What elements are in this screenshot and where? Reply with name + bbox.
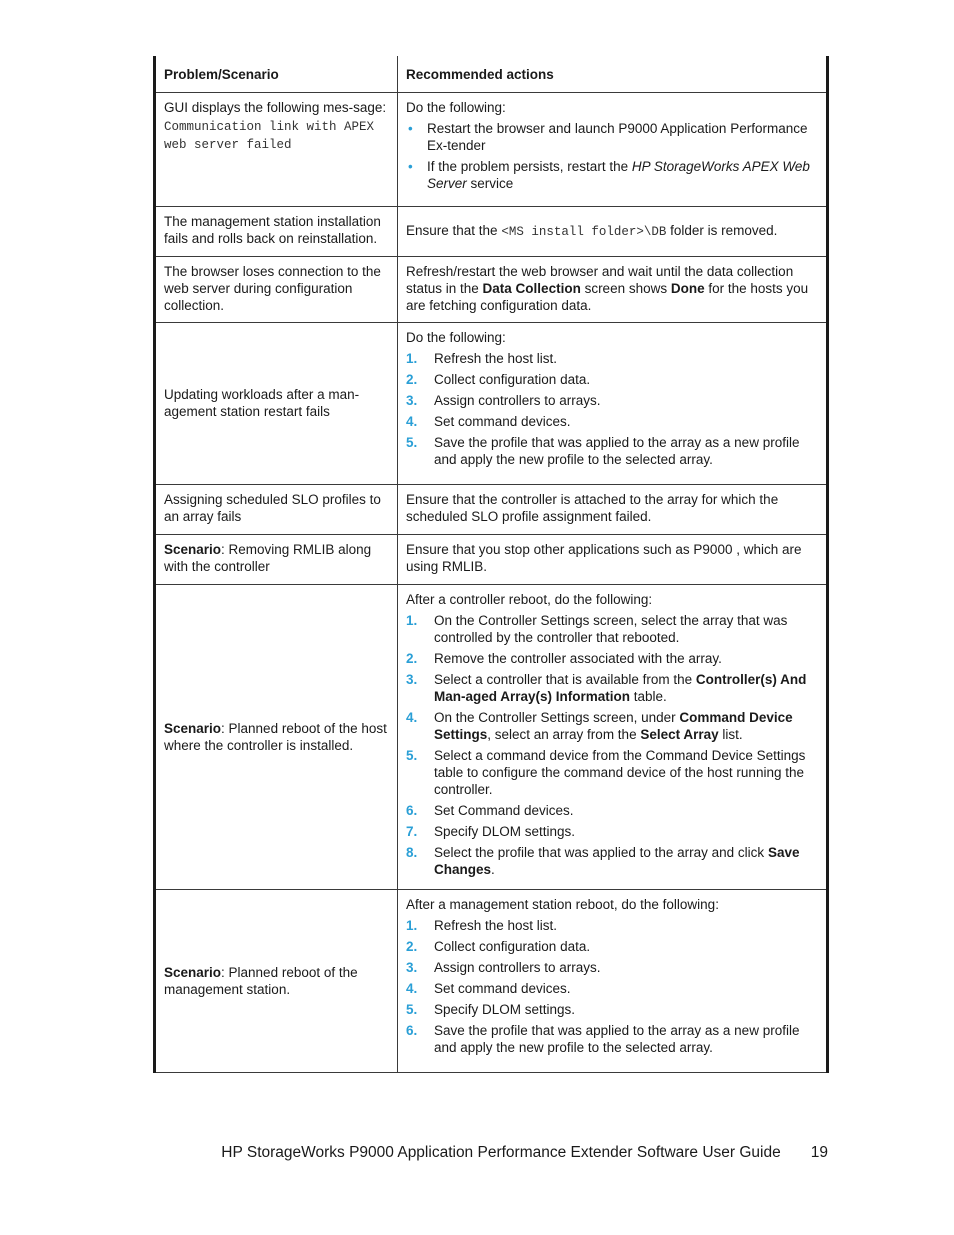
scenario-label: Scenario	[164, 964, 222, 980]
step-item	[406, 747, 819, 798]
step-list	[406, 612, 819, 878]
step-number: 4.	[406, 710, 418, 725]
step-item	[406, 980, 819, 997]
step-item	[406, 938, 819, 955]
step-number: 1.	[406, 351, 418, 366]
step-number: 5.	[406, 1002, 418, 1017]
bullet-item	[406, 120, 819, 154]
step-text: Save the profile that was applied to the array as a new profile and apply the new profile to the selected array.	[434, 435, 800, 467]
table-row	[155, 257, 828, 323]
step-item	[406, 844, 819, 878]
step-number: 2.	[406, 939, 418, 954]
step-text: On the Controller Settings screen, under	[434, 710, 680, 725]
step-number: 8.	[406, 845, 418, 860]
problem-cell	[155, 585, 398, 890]
scenario-label: Scenario	[164, 542, 222, 557]
step-text: Save the profile that was applied to the array as a new profile and apply the new profile to the selected array.	[434, 1023, 800, 1055]
step-text: Assign controllers to arrays.	[434, 393, 601, 408]
select-array-label: Select Array	[640, 727, 719, 742]
problem-text: GUI displays the following mes-sage:	[164, 100, 387, 115]
step-item	[406, 392, 819, 409]
step-number: 6.	[406, 803, 418, 818]
command-device-settings-label: Command Device Settings	[434, 710, 793, 742]
step-number: 3.	[406, 960, 418, 975]
step-item	[406, 823, 819, 840]
step-text: .	[491, 862, 495, 877]
problem-cell	[155, 93, 398, 207]
step-text: Set Command devices.	[434, 803, 574, 818]
action-cell	[398, 207, 828, 257]
step-number: 4.	[406, 981, 418, 996]
action-text-post: folder is removed.	[666, 222, 778, 238]
table-row	[155, 323, 828, 485]
problem-cell: Assigning scheduled SLO profiles to an array fails	[155, 485, 398, 535]
action-cell	[398, 585, 828, 890]
step-number: 4.	[406, 414, 418, 429]
problem-text: : Planned reboot of the management station.	[164, 964, 358, 997]
bullet-list	[406, 120, 819, 192]
step-number: 2.	[406, 372, 418, 387]
problem-cell	[155, 535, 398, 585]
step-item	[406, 413, 819, 430]
scenario-label: Scenario	[164, 720, 222, 736]
step-item	[406, 1001, 819, 1018]
action-text: for the hosts you are fetching configuration data.	[406, 281, 809, 313]
step-item	[406, 350, 819, 367]
step-number: 3.	[406, 672, 418, 687]
step-number: 5.	[406, 748, 418, 763]
problem-cell: The management station installation fails and rolls back on reinstallation.	[155, 207, 398, 257]
table-header-row	[155, 56, 828, 93]
step-text: Assign controllers to arrays.	[434, 960, 601, 975]
step-item	[406, 671, 819, 705]
step-text: list.	[718, 727, 743, 742]
action-cell	[398, 323, 828, 485]
table-row	[155, 485, 828, 535]
table-row	[155, 535, 828, 585]
step-item	[406, 802, 819, 819]
action-cell	[398, 257, 828, 323]
step-text: Select a command device from the Command Device Settings table to configure the command device of the host running the controller.	[434, 748, 806, 797]
action-cell	[398, 93, 828, 207]
header-problem-scenario: Problem/Scenario	[155, 56, 398, 93]
problem-text: : Removing RMLIB along with the controller	[164, 542, 372, 574]
step-number: 7.	[406, 824, 418, 839]
action-text: screen shows	[580, 281, 671, 296]
step-number: 2.	[406, 651, 418, 666]
step-item	[406, 709, 819, 743]
step-item	[406, 959, 819, 976]
step-item	[406, 917, 819, 934]
step-text: Specify DLOM settings.	[434, 1002, 576, 1017]
action-text-pre: Ensure that the	[406, 222, 502, 238]
step-item	[406, 650, 819, 667]
bullet-text: Restart the browser and launch P9000 Application Performance Ex-tender	[427, 121, 808, 153]
step-list	[406, 350, 819, 468]
step-text: , select an array from the	[487, 727, 641, 742]
save-changes-label: Save Changes	[434, 845, 800, 877]
table-row	[155, 93, 828, 207]
step-text: Set command devices.	[434, 414, 571, 429]
table-row	[155, 585, 828, 890]
page-footer	[221, 1144, 828, 1162]
step-text: Specify DLOM settings.	[434, 824, 576, 839]
troubleshooting-table	[153, 56, 829, 1073]
step-text: Refresh the host list.	[434, 918, 558, 933]
action-intro: After a controller reboot, do the following:	[406, 592, 653, 607]
table-row	[155, 207, 828, 257]
problem-cell	[155, 890, 398, 1073]
step-item	[406, 434, 819, 468]
service-name: HP StorageWorks APEX Web Server	[427, 159, 810, 191]
step-text: table.	[630, 689, 667, 704]
table-row	[155, 890, 828, 1073]
step-item	[406, 371, 819, 388]
action-intro: After a management station reboot, do the following:	[406, 897, 719, 912]
table-name-label: Controller(s) And Man-aged Array(s) Information	[434, 672, 807, 704]
step-number: 1.	[406, 613, 418, 628]
step-text: On the Controller Settings screen, select the array that was controlled by the controller that rebooted.	[434, 613, 788, 645]
page-number: 19	[810, 1144, 828, 1161]
action-cell: Ensure that the controller is attached to the array for which the scheduled SLO profile assignment failed.	[398, 485, 828, 535]
action-cell: Ensure that you stop other applications such as P9000 , which are using RMLIB.	[398, 535, 828, 585]
bullet-item	[406, 158, 819, 192]
step-list	[406, 917, 819, 1056]
step-text: Refresh the host list.	[434, 351, 558, 366]
step-number: 3.	[406, 393, 418, 408]
done-label: Done	[670, 281, 705, 296]
step-item	[406, 1022, 819, 1056]
step-text: Collect configuration data.	[434, 372, 591, 387]
step-number: 1.	[406, 918, 418, 933]
bullet-text-post: service	[466, 176, 514, 191]
problem-cell: The browser loses connection to the web server during configuration collection.	[155, 257, 398, 323]
step-text: Select a controller that is available from the	[434, 672, 696, 687]
step-text: Collect configuration data.	[434, 939, 591, 954]
step-item	[406, 612, 819, 646]
action-intro: Do the following:	[406, 100, 506, 115]
problem-cell: Updating workloads after a man-agement station restart fails	[155, 323, 398, 485]
folder-path-code: <MS install folder>\DB	[501, 224, 667, 239]
data-collection-label: Data Collection	[482, 281, 581, 296]
error-message-code: Communication link with APEX web server failed	[164, 120, 375, 152]
step-number: 6.	[406, 1023, 418, 1038]
step-text: Set command devices.	[434, 981, 571, 996]
action-cell	[398, 890, 828, 1073]
header-recommended-actions: Recommended actions	[398, 56, 828, 93]
document-title: HP StorageWorks P9000 Application Performance Extender Software User Guide	[221, 1144, 781, 1161]
bullet-text-pre: If the problem persists, restart the	[427, 159, 632, 174]
step-number: 5.	[406, 435, 418, 450]
problem-text: : Planned reboot of the host where the controller is installed.	[164, 720, 387, 753]
step-text: Remove the controller associated with the array.	[434, 651, 722, 666]
action-text: Refresh/restart the web browser and wait until the data collection status in the	[406, 264, 794, 296]
step-text: Select the profile that was applied to the array and click	[434, 845, 768, 860]
action-intro: Do the following:	[406, 330, 506, 345]
